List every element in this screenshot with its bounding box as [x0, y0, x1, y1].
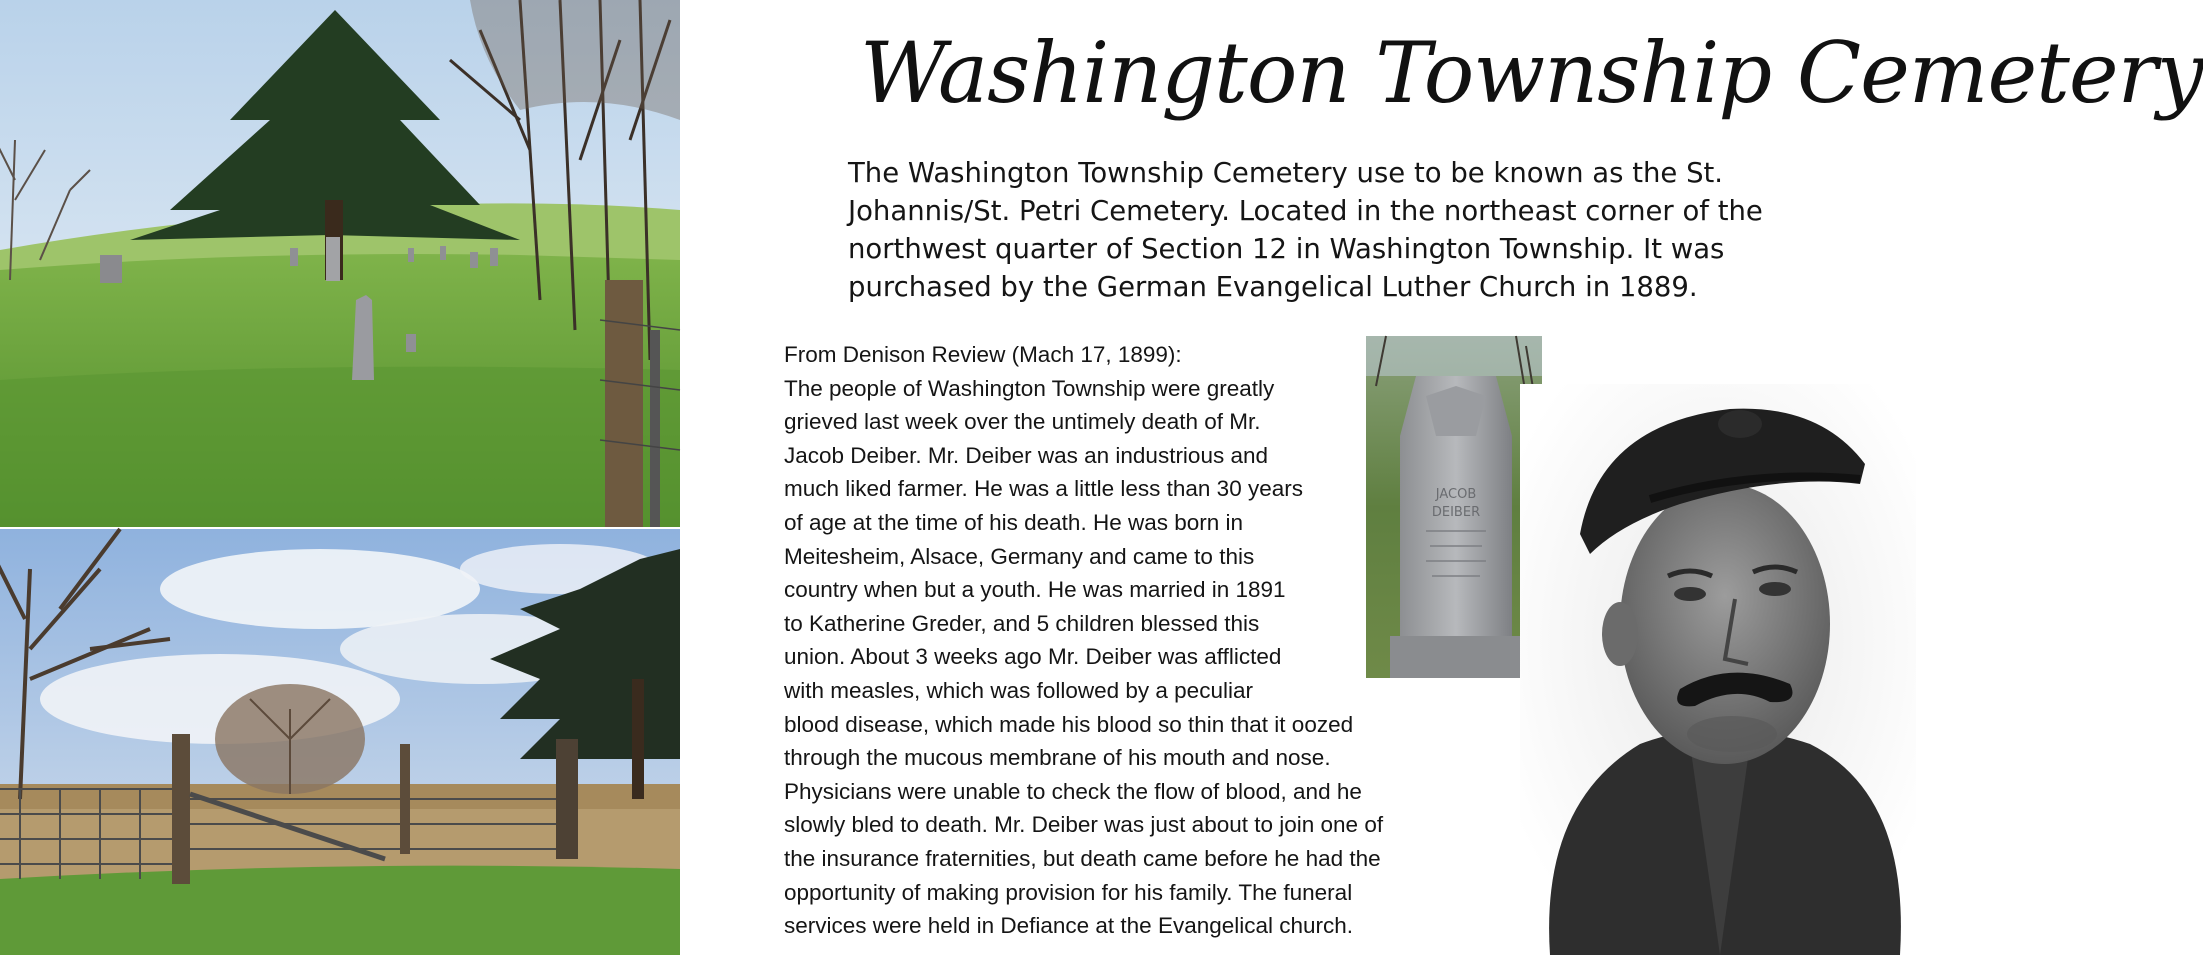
article-line: the insurance fraternities, but death came before he had the — [784, 845, 1381, 871]
page-title: Washington Township Cemetery — [860, 24, 2203, 122]
cemetery-photo-top — [0, 0, 680, 527]
portrait-photo — [1520, 384, 1916, 955]
gravestone-inscription-line-1: JACOB — [1435, 487, 1477, 502]
article-line: union. About 3 weeks ago Mr. Deiber was afflicted — [784, 644, 1282, 670]
article-line: country when but a youth. He was married in 1891 — [784, 577, 1286, 603]
article-line: of age at the time of his death. He was born in — [784, 509, 1244, 535]
gravestone-photo — [1366, 336, 1542, 678]
article-line: Meitesheim, Alsace, Germany and came to this — [784, 543, 1255, 569]
article-line: much liked farmer. He was a little less than 30 years — [784, 476, 1303, 502]
article-line: to Katherine Greder, and 5 children blessed this — [784, 610, 1260, 636]
article-line: slowly bled to death. Mr. Deiber was just about to join one of — [784, 812, 1384, 838]
article-line: Jacob Deiber. Mr. Deiber was an industrious and — [784, 442, 1269, 468]
article-line: Physicians were unable to check the flow of blood, and he — [784, 778, 1362, 804]
article-line: services were held in Defiance at the Evangelical church. — [784, 913, 1354, 939]
newspaper-article — [784, 338, 1464, 943]
article-line: grieved last week over the untimely death of Mr. — [784, 409, 1261, 435]
article-line: The people of Washington Township were greatly — [784, 375, 1275, 401]
article-line: opportunity of making provision for his family. The funeral — [784, 879, 1353, 905]
article-source-heading: From Denison Review (Mach 17, 1899): — [784, 342, 1182, 367]
cemetery-photo-bottom — [0, 529, 680, 955]
article-line: blood disease, which made his blood so thin that it oozed — [784, 711, 1354, 737]
article-line: through the mucous membrane of his mouth and nose. — [784, 745, 1331, 771]
intro-paragraph: The Washington Township Cemetery use to be known as the St. Johannis/St. Petri Cemetery. Located in the northeast corner of the northwest quarter of Section 12 in Washington Township. It was purchased by the German Evangelical Luther Church in 1889. — [848, 157, 1763, 303]
article-line: with measles, which was followed by a peculiar — [784, 677, 1253, 703]
gravestone-inscription-line-2: DEIBER — [1431, 505, 1481, 520]
